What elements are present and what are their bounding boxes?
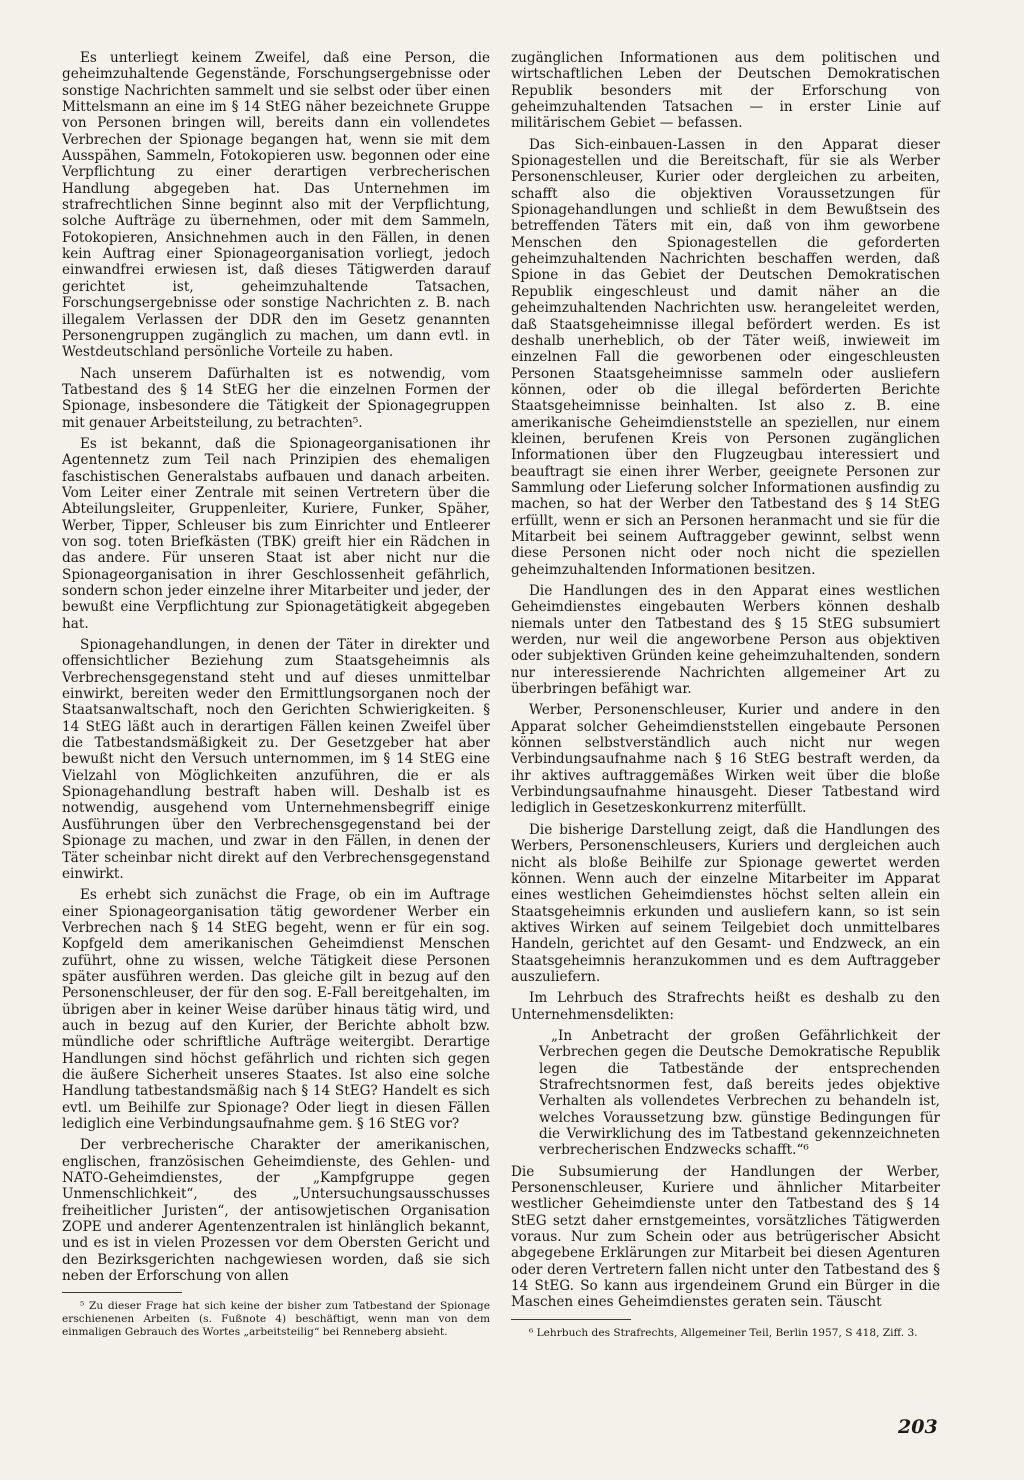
paragraph: Die Handlungen des in den Apparat eines westlichen Geheimdienstes eingebauten Werbers können deshalb niemals unter den Tatbestand des § 15 StEG subsumiert werden, nur weil die angeworbene Person aus objektiven oder subjektiven Gründen keine geheimzuhaltenden, sondern nur interessierende Nachrichten allgemeiner Art zu überbringen befähigt war. <box>511 583 940 698</box>
footnote: ⁶ Lehrbuch des Strafrechts, Allgemeiner Teil, Berlin 1957, S 418, Ziff. 3. <box>529 1326 918 1339</box>
paragraph: Es erhebt sich zunächst die Frage, ob ein im Auftrage einer Spionageorganisation tätig gewordener Werber ein Verbrechen nach § 14 StEG begeht, wenn er für ein sog. Kopfgeld dem amerikanischen Geheimdienst Menschen zuführt, ohne zu wissen, welche Tätigkeit diese Personen später ausführen werden. Das gleiche gilt in bezug auf den Personenschleuser, der für den sog. E-Fall bereitgehalten, im übrigen aber in keiner Weise darüber hinaus tätig wird, und auch in bezug auf den Kurier, der Berichte abholt bzw. mündliche oder schriftliche Aufträge weitergibt. Derartige Handlungen sind höchst gefährlich und richten sich gegen die äußere Sicherheit unseres Staates. Ist also eine solche Handlung tatbestandsmäßig nach § 14 StEG? Handelt es sich evtl. um Beihilfe zur Spionage? Oder liegt in diesen Fällen lediglich eine Verbindungsaufnahme gem. § 16 StEG vor? <box>62 887 490 1132</box>
paragraph: Das Sich-einbauen-Lassen in den Apparat dieser Spionagestellen und die Bereitschaft, für sie als Werber Personenschleuser, Kurier oder dergleichen zu arbeiten, schafft also die objektiven Voraussetzungen für Spionagehandlungen und schließt in dem Bewußtsein des betreffenden Täters mit ein, daß von ihm geworbene Menschen den Spionagestellen die geforderten geheimzuhaltenden Nachrichten beschaffen werden, daß Spione in das Gebiet der Deutschen Demokratischen Republik eingeschleust und damit näher an die geheimzuhaltenden Nachrichten usw. herangeleitet werden, daß Staatsgeheimnisse illegal befördert werden. Es ist deshalb unerheblich, ob der Täter weiß, inwieweit im einzelnen Fall die geworbenen oder eingeschleusten Personen Staatsgeheimnisse sammeln oder ausliefern können, oder ob die illegal beförderten Berichte Staatsgeheimnisse beinhalten. Ist also z. B. eine amerikanische Geheimdienststelle an speziellen, nur einem kleinen, berufenen Kreis von Personen zugänglichen Informationen über den Flugzeugbau interessiert und beauftragt sie einen ihrer Werber, geeignete Personen zur Sammlung oder Lieferung solcher Informationen ausfindig zu machen, so hat der Werber den Tatbestand des § 14 StEG erfüllt, wenn er sich an Personen heranmacht und sie für die Mitarbeit bei seinem Auftraggeber gewinnt, selbst wenn diese Personen nicht oder noch nicht die speziellen geheimzuhaltenden Informationen besitzen. <box>511 136 940 578</box>
footnote-divider <box>62 1292 182 1293</box>
footnote-divider <box>511 1319 631 1320</box>
footnote: ⁵ Zu dieser Frage hat sich keine der bisher zum Tatbestand der Spionage erschienenen Arbeiten (s. Fußnote 4) beschäftigt, wenn man von dem einmaligen Gebrauch des Wortes „arbeitsteilig“ bei Renneberg absieht. <box>62 1300 490 1339</box>
left-column <box>62 50 490 1344</box>
paragraph: Der verbrecherische Charakter der amerikanischen, englischen, französischen Geheimdienste, des Gehlen- und NATO-Geheimdienstes, der „Kampfgruppe gegen Unmenschlichkeit“, des „Untersuchungsausschusses freiheitlicher Juristen“, der antisowjetischen Organisation ZOPE und anderer Agentenzentralen ist hinlänglich bekannt, und es ist in vielen Prozessen vor dem Obersten Gericht und den Bezirksgerichten nachgewiesen worden, daß sie sich neben der Erforschung von allen <box>62 1137 490 1285</box>
paragraph: Die Subsumierung der Handlungen der Werber, Personenschleuser, Kuriere und ähnlicher Mitarbeiter westlicher Geheimdienste unter den Tatbestand des § 14 StEG setzt daher ernstgemeintes, vorsätzliches Tätigwerden voraus. Nur zum Schein oder aus betrügerischer Absicht abgegebene Erklärungen zur Mitarbeit bei diesen Agenturen oder deren Vertretern fallen nicht unter den Tatbestand des § 14 StEG. So kann aus irgendeinem Grund ein Bürger in die Maschen eines Geheimdienstes geraten sein. Täuscht <box>511 1163 940 1311</box>
paragraph: zugänglichen Informationen aus dem politischen und wirtschaftlichen Leben der Deutschen Demokratischen Republik besonders mit der Erforschung von geheimzuhaltenden Tatsachen — in erster Linie auf militärischem Gebiet — befassen. <box>511 50 940 132</box>
paragraph: Die bisherige Darstellung zeigt, daß die Handlungen des Werbers, Personenschleusers, Kuriers und dergleichen auch nicht als bloße Beihilfe zur Spionage gewertet werden können. Wenn auch der einzelne Mitarbeiter im Apparat eines westlichen Geheimdienstes höchst selten allein ein Staatsgeheimnis erkunden und ausliefern kann, so ist sein aktives Wirken auf seinem Teilgebiet doch unmittelbares Handeln, gerichtet auf den Gesamt- und Endzweck, an ein Staatsgeheimnis heranzukommen und es dem Auftraggeber auszuliefern. <box>511 821 940 985</box>
paragraph: Nach unserem Dafürhalten ist es notwendig, vom Tatbestand des § 14 StEG her die einzelnen Formen der Spionage, insbesondere die Tätigkeit der Spionagegruppen mit genauer Arbeitsteilung, zu betrachten⁵. <box>62 365 490 431</box>
paragraph: Es ist bekannt, daß die Spionageorganisationen ihr Agentennetz zum Teil nach Prinzipien des ehemaligen faschistischen Generalstabs aufbauen und danach arbeiten. Vom Leiter einer Zentrale mit seinen Vertretern über die Abteilungsleiter, Gruppenleiter, Kuriere, Funker, Späher, Werber, Tipper, Schleuser bis zum Einrichter und Entleerer von sog. toten Briefkästen (TBK) greift hier ein Rädchen in das andere. Für unseren Staat ist aber nicht nur die Spionageorganisation in ihrer Geschlossenheit gefährlich, sondern schon jeder einzelne ihrer Mitarbeiter und jeder, der bewußt eine Verpflichtung zur Spionagetätigkeit abgegeben hat. <box>62 435 490 632</box>
block-quote: „In Anbetracht der großen Gefährlichkeit der Verbrechen gegen die Deutsche Demokratische Republik legen die Tatbestände der entsprechenden Strafrechtsnormen fest, daß bereits jedes objektive Verhalten als vollendetes Verbrechen zu behandeln ist, welches Voraussetzung bzw. günstige Bedingungen für die Verwirklichung des im Tatbestand gekennzeichneten verbrecherischen Endzwecks schafft.“⁶ <box>539 1027 940 1159</box>
paragraph: Es unterliegt keinem Zweifel, daß eine Person, die geheimzuhaltende Gegenstände, Forschungsergebnisse oder sonstige Nachrichten sammelt und sie selbst oder über einen Mittelsmann an eine im § 14 StEG näher bezeichnete Gruppe von Personen bringen will, bereits dann ein vollendetes Verbrechen der Spionage begangen hat, wenn sie mit dem Ausspähen, Sammeln, Fotokopieren usw. begonnen oder eine Verpflichtung zu einer derartigen verbrecherischen Handlung abgegeben hat. Das Unternehmen im strafrechtlichen Sinne beginnt also mit der Verpflichtung, solche Aufträge zu übernehmen, oder mit dem Sammeln, Fotokopieren, Ansichnehmen auch in den Fällen, in denen kein Auftrag einer Spionageorganisation vorliegt, jedoch einwandfrei erwiesen ist, daß dieses Tätigwerden darauf gerichtet ist, geheimzuhaltende Tatsachen, Forschungsergebnisse oder sonstige Nachrichten z. B. nach illegalem Verlassen der DDR den im Gesetz genannten Personengruppen zugänglich zu machen, um dann evtl. in Westdeutschland persönliche Vorteile zu haben. <box>62 50 490 361</box>
paragraph: Spionagehandlungen, in denen der Täter in direkter und offensichtlicher Beziehung zum Staatsgeheimnis als Verbrechensgegenstand steht und auf dieses unmittelbar einwirkt, bereiten weder den Ermittlungsorganen noch der Staatsanwaltschaft, noch den Gerichten Schwierigkeiten. § 14 StEG läßt auch in derartigen Fällen keinen Zweifel über die Tatbestandsmäßigkeit zu. Der Gesetzgeber hat aber bewußt nicht den Versuch unternommen, im § 14 StEG eine Vielzahl von Möglichkeiten anzuführen, die er als Spionagehandlung bestraft haben will. Deshalb ist es notwendig, ausgehend vom Unternehmensbegriff einige Ausführungen über den Verbrechensgegenstand bei der Spionage zu machen, und zwar in den Fällen, in denen der Täter scheinbar nicht direkt auf den Verbrechensgegenstand einwirkt. <box>62 637 490 882</box>
paragraph: Im Lehrbuch des Strafrechts heißt es deshalb zu den Unternehmensdelikten: <box>511 990 940 1023</box>
right-column <box>511 50 940 1345</box>
paragraph: Werber, Personenschleuser, Kurier und andere in den Apparat solcher Geheimdienststellen eingebaute Personen können selbstverständlich auch nicht nur wegen Verbindungsaufnahme nach § 16 StEG bestraft werden, da ihr aktives auftraggemäßes Wirken weit über die bloße Verbindungsaufnahme hinausgeht. Dieser Tatbestand wird lediglich in Gesetzeskonkurrenz miterfüllt. <box>511 702 940 817</box>
page-number: 203 <box>898 1416 938 1438</box>
